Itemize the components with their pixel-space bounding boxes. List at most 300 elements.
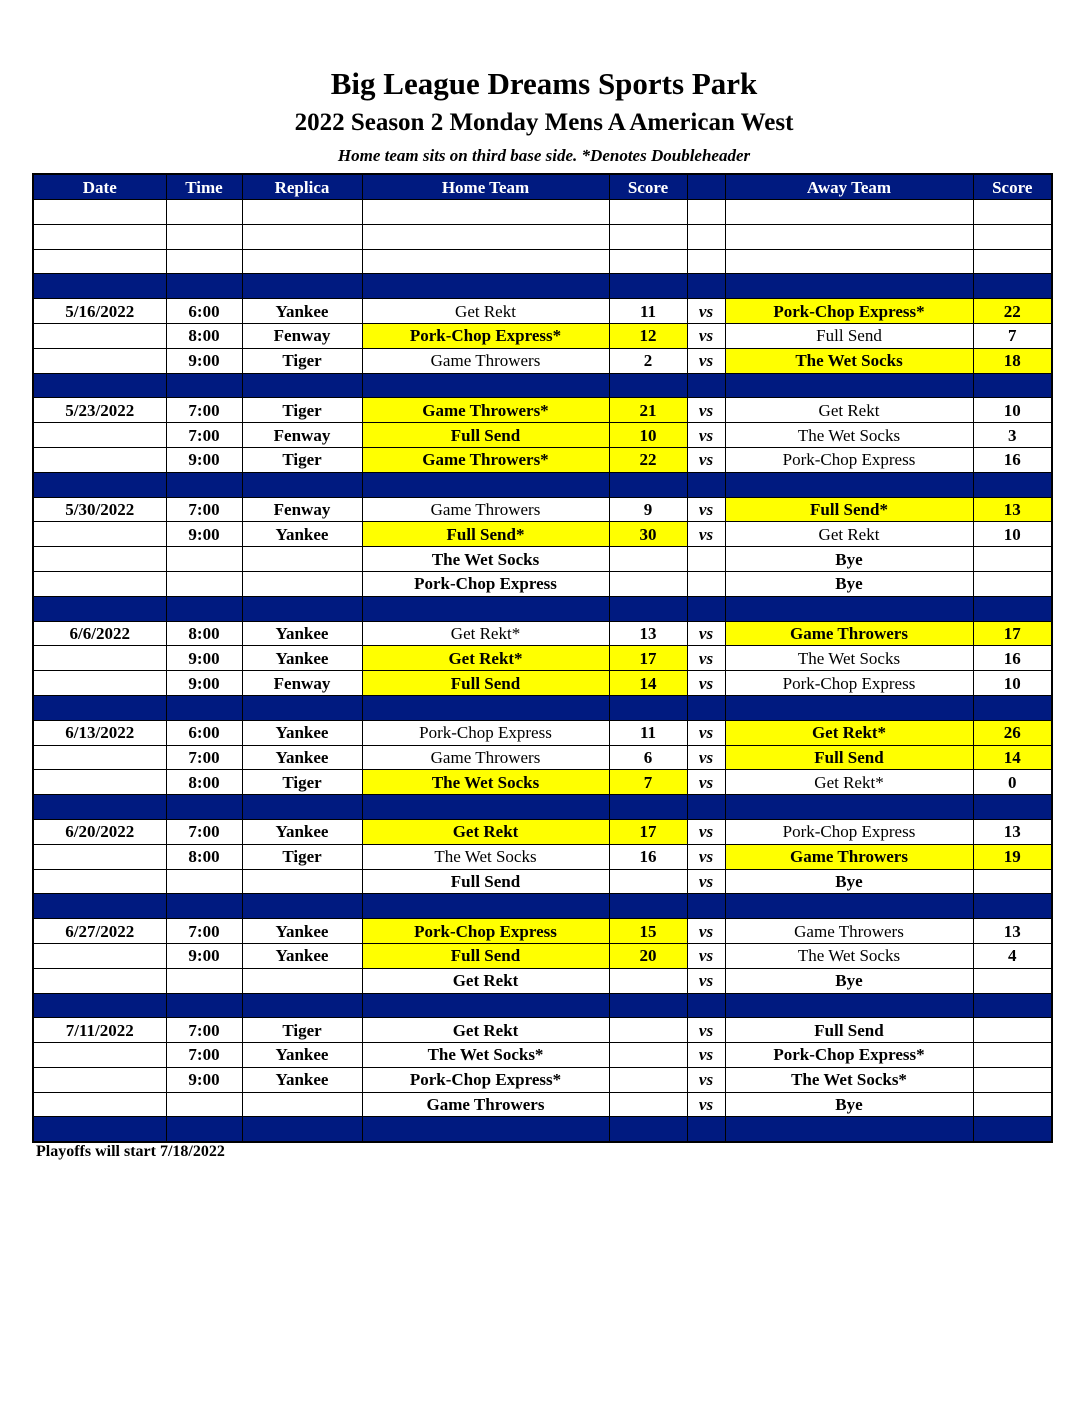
replica-cell: Yankee [242, 646, 362, 671]
replica-cell [242, 795, 362, 820]
home-team-cell: Game Throwers* [362, 398, 609, 423]
away-team-cell [725, 249, 973, 274]
week-separator-row [33, 596, 1052, 621]
replica-cell: Fenway [242, 671, 362, 696]
vs-cell [687, 472, 725, 497]
away-team-cell: Pork-Chop Express* [725, 299, 973, 324]
home-score-cell [609, 968, 687, 993]
bye-row [33, 571, 1052, 596]
away-team-cell [725, 472, 973, 497]
home-score-cell [609, 224, 687, 249]
time-cell: 6:00 [166, 720, 242, 745]
away-team-cell: The Wet Socks [725, 423, 973, 448]
home-team-cell: Game Throwers [362, 497, 609, 522]
game-row [33, 621, 1052, 646]
replica-cell: Yankee [242, 522, 362, 547]
home-team-cell [362, 249, 609, 274]
away-score-cell [973, 1067, 1052, 1092]
away-score-cell: 7 [973, 323, 1052, 348]
vs-cell [687, 596, 725, 621]
home-score-cell: 9 [609, 497, 687, 522]
home-team-cell [362, 795, 609, 820]
vs-cell [687, 224, 725, 249]
vs-cell: vs [687, 1067, 725, 1092]
column-header-away-score: Score [973, 174, 1052, 200]
away-score-cell: 16 [973, 447, 1052, 472]
away-score-cell: 14 [973, 745, 1052, 770]
away-score-cell: 3 [973, 423, 1052, 448]
replica-cell [242, 224, 362, 249]
vs-cell [687, 695, 725, 720]
column-header-home-team: Home Team [362, 174, 609, 200]
game-row [33, 522, 1052, 547]
home-team-cell: Get Rekt [362, 968, 609, 993]
empty-row [33, 200, 1052, 225]
time-cell [166, 571, 242, 596]
away-team-cell: Full Send* [725, 497, 973, 522]
home-team-cell: Pork-Chop Express* [362, 1067, 609, 1092]
replica-cell: Tiger [242, 348, 362, 373]
away-score-cell: 19 [973, 844, 1052, 869]
replica-cell [242, 249, 362, 274]
replica-cell [242, 274, 362, 299]
game-row [33, 447, 1052, 472]
away-team-cell: Full Send [725, 1018, 973, 1043]
game-row [33, 497, 1052, 522]
time-cell: 7:00 [166, 398, 242, 423]
date-cell [33, 894, 166, 919]
away-team-cell: Full Send [725, 745, 973, 770]
replica-cell [242, 571, 362, 596]
away-team-cell: Game Throwers [725, 621, 973, 646]
home-team-cell: Full Send [362, 671, 609, 696]
away-score-cell: 10 [973, 522, 1052, 547]
column-header-away-team: Away Team [725, 174, 973, 200]
replica-cell: Fenway [242, 497, 362, 522]
home-team-cell [362, 274, 609, 299]
home-score-cell [609, 200, 687, 225]
home-score-cell [609, 373, 687, 398]
time-cell [166, 894, 242, 919]
away-team-cell [725, 695, 973, 720]
time-cell: 9:00 [166, 1067, 242, 1092]
away-team-cell [725, 1117, 973, 1142]
vs-cell: vs [687, 1043, 725, 1068]
time-cell: 8:00 [166, 323, 242, 348]
away-score-cell [973, 1043, 1052, 1068]
replica-cell: Tiger [242, 1018, 362, 1043]
game-row [33, 720, 1052, 745]
home-team-cell: The Wet Socks [362, 770, 609, 795]
away-team-cell: Pork-Chop Express [725, 447, 973, 472]
away-score-cell [973, 993, 1052, 1018]
away-team-cell [725, 993, 973, 1018]
time-cell [166, 274, 242, 299]
date-cell [33, 993, 166, 1018]
game-row [33, 646, 1052, 671]
vs-cell: vs [687, 447, 725, 472]
home-team-cell [362, 993, 609, 1018]
game-row [33, 299, 1052, 324]
home-score-cell [609, 795, 687, 820]
date-cell: 6/20/2022 [33, 819, 166, 844]
home-team-cell: Full Send* [362, 522, 609, 547]
week-separator-row [33, 695, 1052, 720]
time-cell [166, 200, 242, 225]
away-score-cell: 10 [973, 671, 1052, 696]
vs-cell: vs [687, 968, 725, 993]
away-score-cell [973, 472, 1052, 497]
replica-cell: Yankee [242, 621, 362, 646]
date-cell [33, 423, 166, 448]
date-cell: 5/30/2022 [33, 497, 166, 522]
time-cell: 9:00 [166, 943, 242, 968]
time-cell: 9:00 [166, 447, 242, 472]
away-team-cell: The Wet Socks [725, 943, 973, 968]
column-header-date: Date [33, 174, 166, 200]
replica-cell: Tiger [242, 770, 362, 795]
home-score-cell: 11 [609, 720, 687, 745]
away-team-cell: Bye [725, 869, 973, 894]
home-score-cell [609, 1092, 687, 1117]
game-row [33, 348, 1052, 373]
home-score-cell [609, 695, 687, 720]
vs-cell: vs [687, 844, 725, 869]
home-score-cell [609, 547, 687, 572]
date-cell [33, 596, 166, 621]
vs-cell [687, 795, 725, 820]
replica-cell: Yankee [242, 1043, 362, 1068]
home-team-cell: Get Rekt* [362, 621, 609, 646]
game-row [33, 819, 1052, 844]
home-team-cell [362, 695, 609, 720]
time-cell [166, 547, 242, 572]
away-team-cell [725, 894, 973, 919]
home-team-cell [362, 596, 609, 621]
away-score-cell [973, 795, 1052, 820]
vs-cell: vs [687, 671, 725, 696]
away-score-cell: 17 [973, 621, 1052, 646]
replica-cell [242, 472, 362, 497]
away-score-cell: 13 [973, 497, 1052, 522]
date-cell [33, 1067, 166, 1092]
away-team-cell [725, 224, 973, 249]
away-score-cell [973, 571, 1052, 596]
home-team-cell: Pork-Chop Express [362, 919, 609, 944]
date-cell [33, 447, 166, 472]
date-cell [33, 547, 166, 572]
time-cell [166, 1092, 242, 1117]
time-cell: 7:00 [166, 1018, 242, 1043]
away-team-cell: Get Rekt [725, 398, 973, 423]
replica-cell: Tiger [242, 447, 362, 472]
time-cell [166, 1117, 242, 1142]
away-score-cell [973, 1092, 1052, 1117]
home-score-cell [609, 472, 687, 497]
replica-cell [242, 547, 362, 572]
home-score-cell: 14 [609, 671, 687, 696]
vs-cell: vs [687, 398, 725, 423]
home-team-cell: The Wet Socks [362, 844, 609, 869]
date-cell [33, 869, 166, 894]
vs-cell: vs [687, 348, 725, 373]
game-row [33, 323, 1052, 348]
time-cell: 8:00 [166, 770, 242, 795]
date-cell [33, 1092, 166, 1117]
date-cell [33, 224, 166, 249]
home-team-cell: Get Rekt* [362, 646, 609, 671]
bye-row [33, 547, 1052, 572]
away-score-cell [973, 200, 1052, 225]
replica-cell [242, 869, 362, 894]
date-cell [33, 745, 166, 770]
replica-cell [242, 695, 362, 720]
replica-cell [242, 993, 362, 1018]
vs-cell: vs [687, 1092, 725, 1117]
date-cell [33, 323, 166, 348]
game-row [33, 770, 1052, 795]
schedule-table [32, 173, 1053, 1143]
bye-row [33, 1092, 1052, 1117]
time-cell: 7:00 [166, 745, 242, 770]
date-cell: 6/27/2022 [33, 919, 166, 944]
date-cell [33, 671, 166, 696]
replica-cell: Yankee [242, 1067, 362, 1092]
week-separator-row [33, 894, 1052, 919]
date-cell [33, 943, 166, 968]
replica-cell: Yankee [242, 819, 362, 844]
vs-cell: vs [687, 1018, 725, 1043]
date-cell [33, 200, 166, 225]
away-score-cell: 10 [973, 398, 1052, 423]
away-score-cell [973, 224, 1052, 249]
replica-cell [242, 373, 362, 398]
home-team-cell: Game Throwers [362, 745, 609, 770]
away-team-cell: The Wet Socks [725, 348, 973, 373]
home-score-cell [609, 571, 687, 596]
game-row [33, 1043, 1052, 1068]
away-team-cell [725, 596, 973, 621]
date-cell: 5/23/2022 [33, 398, 166, 423]
time-cell: 7:00 [166, 497, 242, 522]
column-header-replica: Replica [242, 174, 362, 200]
home-team-cell: Pork-Chop Express [362, 571, 609, 596]
home-team-cell: The Wet Socks [362, 547, 609, 572]
date-cell [33, 373, 166, 398]
away-score-cell [973, 894, 1052, 919]
vs-cell [687, 200, 725, 225]
vs-cell: vs [687, 497, 725, 522]
away-team-cell [725, 274, 973, 299]
home-score-cell: 13 [609, 621, 687, 646]
replica-cell [242, 968, 362, 993]
vs-cell [687, 547, 725, 572]
time-cell: 7:00 [166, 819, 242, 844]
home-score-cell [609, 1067, 687, 1092]
date-cell [33, 1117, 166, 1142]
away-score-cell [973, 695, 1052, 720]
date-cell [33, 274, 166, 299]
bye-row [33, 968, 1052, 993]
date-cell [33, 795, 166, 820]
week-separator-row [33, 373, 1052, 398]
time-cell: 9:00 [166, 348, 242, 373]
home-team-cell: Get Rekt [362, 1018, 609, 1043]
away-team-cell [725, 200, 973, 225]
home-score-cell: 6 [609, 745, 687, 770]
replica-cell: Yankee [242, 943, 362, 968]
vs-cell: vs [687, 621, 725, 646]
home-team-cell [362, 373, 609, 398]
vs-cell: vs [687, 423, 725, 448]
home-score-cell [609, 249, 687, 274]
home-score-cell [609, 869, 687, 894]
home-score-cell [609, 274, 687, 299]
vs-cell: vs [687, 819, 725, 844]
time-cell: 8:00 [166, 621, 242, 646]
date-cell [33, 522, 166, 547]
vs-cell [687, 274, 725, 299]
home-team-cell: Full Send [362, 943, 609, 968]
away-team-cell: Bye [725, 968, 973, 993]
game-row [33, 1067, 1052, 1092]
away-score-cell [973, 968, 1052, 993]
home-score-cell [609, 1018, 687, 1043]
vs-cell: vs [687, 943, 725, 968]
home-score-cell: 10 [609, 423, 687, 448]
date-cell [33, 249, 166, 274]
away-score-cell [973, 1018, 1052, 1043]
away-score-cell: 22 [973, 299, 1052, 324]
game-row [33, 423, 1052, 448]
replica-cell: Yankee [242, 745, 362, 770]
time-cell: 7:00 [166, 1043, 242, 1068]
time-cell [166, 968, 242, 993]
date-cell [33, 646, 166, 671]
game-row [33, 398, 1052, 423]
away-score-cell [973, 869, 1052, 894]
home-team-cell [362, 224, 609, 249]
away-team-cell: Game Throwers [725, 919, 973, 944]
date-cell [33, 968, 166, 993]
away-score-cell: 13 [973, 919, 1052, 944]
vs-cell: vs [687, 919, 725, 944]
playoffs-note: Playoffs will start 7/18/2022 [36, 1143, 225, 1160]
home-team-cell: Full Send [362, 423, 609, 448]
date-cell: 7/11/2022 [33, 1018, 166, 1043]
vs-cell [687, 373, 725, 398]
away-score-cell: 26 [973, 720, 1052, 745]
away-team-cell: Bye [725, 571, 973, 596]
home-team-cell [362, 1117, 609, 1142]
time-cell [166, 695, 242, 720]
home-score-cell: 17 [609, 819, 687, 844]
away-score-cell [973, 1117, 1052, 1142]
away-team-cell: The Wet Socks [725, 646, 973, 671]
date-cell [33, 770, 166, 795]
away-score-cell [973, 547, 1052, 572]
date-cell [33, 571, 166, 596]
home-score-cell [609, 894, 687, 919]
column-header-home-score: Score [609, 174, 687, 200]
home-score-cell: 15 [609, 919, 687, 944]
away-team-cell: Bye [725, 547, 973, 572]
date-cell: 5/16/2022 [33, 299, 166, 324]
game-row [33, 745, 1052, 770]
away-team-cell: Bye [725, 1092, 973, 1117]
away-team-cell: The Wet Socks* [725, 1067, 973, 1092]
week-separator-row [33, 472, 1052, 497]
time-cell [166, 249, 242, 274]
home-team-cell: Game Throwers* [362, 447, 609, 472]
home-score-cell: 7 [609, 770, 687, 795]
game-row [33, 1018, 1052, 1043]
header-row [33, 174, 1052, 200]
home-score-cell: 2 [609, 348, 687, 373]
replica-cell [242, 894, 362, 919]
time-cell [166, 596, 242, 621]
home-score-cell [609, 1117, 687, 1142]
away-score-cell: 13 [973, 819, 1052, 844]
vs-cell [687, 1117, 725, 1142]
week-separator-row [33, 1117, 1052, 1142]
away-score-cell: 16 [973, 646, 1052, 671]
page-subtitle: 2022 Season 2 Monday Mens A American West [294, 109, 794, 136]
home-team-cell: The Wet Socks* [362, 1043, 609, 1068]
away-team-cell: Full Send [725, 323, 973, 348]
away-score-cell [973, 249, 1052, 274]
home-score-cell: 21 [609, 398, 687, 423]
home-team-cell: Game Throwers [362, 1092, 609, 1117]
game-row [33, 943, 1052, 968]
home-score-cell [609, 993, 687, 1018]
home-team-cell: Pork-Chop Express [362, 720, 609, 745]
time-cell [166, 373, 242, 398]
replica-cell: Tiger [242, 844, 362, 869]
replica-cell: Yankee [242, 299, 362, 324]
vs-cell [687, 993, 725, 1018]
away-score-cell: 4 [973, 943, 1052, 968]
column-header-vs [687, 174, 725, 200]
vs-cell: vs [687, 646, 725, 671]
home-score-cell: 16 [609, 844, 687, 869]
time-cell [166, 993, 242, 1018]
week-separator-row [33, 795, 1052, 820]
replica-cell [242, 200, 362, 225]
home-score-cell: 22 [609, 447, 687, 472]
time-cell [166, 224, 242, 249]
away-score-cell: 18 [973, 348, 1052, 373]
game-row [33, 844, 1052, 869]
away-team-cell [725, 373, 973, 398]
replica-cell: Yankee [242, 919, 362, 944]
time-cell: 7:00 [166, 423, 242, 448]
home-team-cell: Full Send [362, 869, 609, 894]
home-team-cell: Game Throwers [362, 348, 609, 373]
home-team-cell [362, 200, 609, 225]
schedule-body [33, 200, 1052, 1143]
home-score-cell [609, 1043, 687, 1068]
away-score-cell [973, 373, 1052, 398]
time-cell: 9:00 [166, 671, 242, 696]
time-cell: 9:00 [166, 522, 242, 547]
week-separator-row [33, 993, 1052, 1018]
vs-cell: vs [687, 299, 725, 324]
page-title: Big League Dreams Sports Park [330, 66, 758, 101]
vs-cell: vs [687, 770, 725, 795]
vs-cell [687, 249, 725, 274]
home-score-cell: 20 [609, 943, 687, 968]
